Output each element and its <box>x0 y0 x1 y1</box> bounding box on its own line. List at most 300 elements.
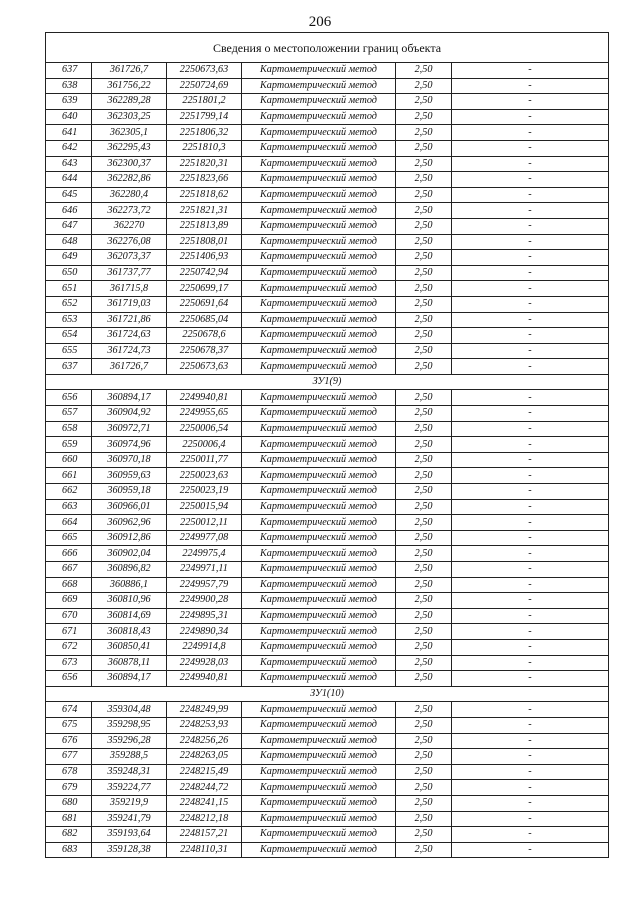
table-row <box>46 421 609 437</box>
description-cell: - <box>452 655 609 671</box>
point-number-cell: 637 <box>46 359 92 375</box>
table-row <box>46 484 609 500</box>
x-coordinate-cell: 360850,41 <box>92 639 167 655</box>
accuracy-cell: 2,50 <box>396 624 452 640</box>
y-coordinate-cell: 2249940,81 <box>167 671 242 687</box>
accuracy-cell: 2,50 <box>396 140 452 156</box>
table-row <box>46 515 609 531</box>
x-coordinate-cell: 360886,1 <box>92 577 167 593</box>
table-row <box>46 842 609 858</box>
table-row <box>46 343 609 359</box>
x-coordinate-cell: 360818,43 <box>92 624 167 640</box>
x-coordinate-cell: 360896,82 <box>92 562 167 578</box>
x-coordinate-cell: 362276,08 <box>92 234 167 250</box>
table-row <box>46 624 609 640</box>
accuracy-cell: 2,50 <box>396 421 452 437</box>
description-cell: - <box>452 577 609 593</box>
y-coordinate-cell: 2250691,64 <box>167 296 242 312</box>
y-coordinate-cell: 2250023,63 <box>167 468 242 484</box>
point-number-cell: 659 <box>46 437 92 453</box>
y-coordinate-cell: 2251808,01 <box>167 234 242 250</box>
description-cell: - <box>452 499 609 515</box>
accuracy-cell: 2,50 <box>396 780 452 796</box>
table-row <box>46 546 609 562</box>
table-row <box>46 312 609 328</box>
x-coordinate-cell: 361756,22 <box>92 78 167 94</box>
accuracy-cell: 2,50 <box>396 94 452 110</box>
accuracy-cell: 2,50 <box>396 218 452 234</box>
description-cell: - <box>452 140 609 156</box>
table-row <box>46 562 609 578</box>
y-coordinate-cell: 2249890,34 <box>167 624 242 640</box>
description-cell: - <box>452 795 609 811</box>
table-row <box>46 328 609 344</box>
point-number-cell: 643 <box>46 156 92 172</box>
y-coordinate-cell: 2248256,26 <box>167 733 242 749</box>
x-coordinate-cell: 360814,69 <box>92 608 167 624</box>
point-number-cell: 656 <box>46 390 92 406</box>
table-row <box>46 218 609 234</box>
y-coordinate-cell: 2249895,31 <box>167 608 242 624</box>
description-cell: - <box>452 733 609 749</box>
table-row <box>46 827 609 843</box>
point-number-cell: 666 <box>46 546 92 562</box>
point-number-cell: 647 <box>46 218 92 234</box>
method-cell: Картометрический метод <box>242 281 396 297</box>
point-number-cell: 648 <box>46 234 92 250</box>
accuracy-cell: 2,50 <box>396 484 452 500</box>
y-coordinate-cell: 2249977,08 <box>167 530 242 546</box>
point-number-cell: 664 <box>46 515 92 531</box>
description-cell: - <box>452 265 609 281</box>
accuracy-cell: 2,50 <box>396 733 452 749</box>
accuracy-cell: 2,50 <box>396 717 452 733</box>
method-cell: Картометрический метод <box>242 842 396 858</box>
accuracy-cell: 2,50 <box>396 296 452 312</box>
accuracy-cell: 2,50 <box>396 250 452 266</box>
description-cell: - <box>452 218 609 234</box>
y-coordinate-cell: 2250685,04 <box>167 312 242 328</box>
table-row <box>46 749 609 765</box>
point-number-cell: 671 <box>46 624 92 640</box>
x-coordinate-cell: 361726,7 <box>92 63 167 79</box>
description-cell: - <box>452 717 609 733</box>
method-cell: Картометрический метод <box>242 390 396 406</box>
accuracy-cell: 2,50 <box>396 187 452 203</box>
description-cell: - <box>452 624 609 640</box>
accuracy-cell: 2,50 <box>396 702 452 718</box>
x-coordinate-cell: 360970,18 <box>92 452 167 468</box>
accuracy-cell: 2,50 <box>396 328 452 344</box>
point-number-cell: 645 <box>46 187 92 203</box>
point-number-cell: 679 <box>46 780 92 796</box>
x-coordinate-cell: 360966,01 <box>92 499 167 515</box>
table-row <box>46 733 609 749</box>
y-coordinate-cell: 2250678,37 <box>167 343 242 359</box>
point-number-cell: 681 <box>46 811 92 827</box>
section-label: ЗУ1(9) <box>46 374 609 390</box>
x-coordinate-cell: 359219,9 <box>92 795 167 811</box>
y-coordinate-cell: 2251823,66 <box>167 172 242 188</box>
description-cell: - <box>452 639 609 655</box>
accuracy-cell: 2,50 <box>396 343 452 359</box>
description-cell: - <box>452 343 609 359</box>
description-cell: - <box>452 234 609 250</box>
description-cell: - <box>452 359 609 375</box>
point-number-cell: 673 <box>46 655 92 671</box>
point-number-cell: 642 <box>46 140 92 156</box>
y-coordinate-cell: 2248253,93 <box>167 717 242 733</box>
point-number-cell: 665 <box>46 530 92 546</box>
table-row <box>46 406 609 422</box>
table-row <box>46 530 609 546</box>
y-coordinate-cell: 2250673,63 <box>167 359 242 375</box>
table-row <box>46 811 609 827</box>
y-coordinate-cell: 2249955,65 <box>167 406 242 422</box>
table-row <box>46 63 609 79</box>
y-coordinate-cell: 2251821,31 <box>167 203 242 219</box>
table-row <box>46 671 609 687</box>
point-number-cell: 670 <box>46 608 92 624</box>
method-cell: Картометрический метод <box>242 343 396 359</box>
method-cell: Картометрический метод <box>242 125 396 141</box>
table-row <box>46 795 609 811</box>
point-number-cell: 677 <box>46 749 92 765</box>
x-coordinate-cell: 359241,79 <box>92 811 167 827</box>
accuracy-cell: 2,50 <box>396 827 452 843</box>
description-cell: - <box>452 764 609 780</box>
description-cell: - <box>452 421 609 437</box>
x-coordinate-cell: 359224,77 <box>92 780 167 796</box>
accuracy-cell: 2,50 <box>396 608 452 624</box>
description-cell: - <box>452 452 609 468</box>
y-coordinate-cell: 2250673,63 <box>167 63 242 79</box>
method-cell: Картометрический метод <box>242 795 396 811</box>
description-cell: - <box>452 172 609 188</box>
table-row <box>46 577 609 593</box>
x-coordinate-cell: 361737,77 <box>92 265 167 281</box>
method-cell: Картометрический метод <box>242 406 396 422</box>
description-cell: - <box>452 406 609 422</box>
description-cell: - <box>452 187 609 203</box>
accuracy-cell: 2,50 <box>396 639 452 655</box>
accuracy-cell: 2,50 <box>396 795 452 811</box>
table-row <box>46 78 609 94</box>
x-coordinate-cell: 360959,18 <box>92 484 167 500</box>
y-coordinate-cell: 2251801,2 <box>167 94 242 110</box>
y-coordinate-cell: 2249957,79 <box>167 577 242 593</box>
table-row <box>46 281 609 297</box>
y-coordinate-cell: 2248215,49 <box>167 764 242 780</box>
table-row <box>46 140 609 156</box>
accuracy-cell: 2,50 <box>396 203 452 219</box>
description-cell: - <box>452 281 609 297</box>
point-number-cell: 661 <box>46 468 92 484</box>
method-cell: Картометрический метод <box>242 702 396 718</box>
accuracy-cell: 2,50 <box>396 655 452 671</box>
point-number-cell: 658 <box>46 421 92 437</box>
description-cell: - <box>452 515 609 531</box>
y-coordinate-cell: 2248110,31 <box>167 842 242 858</box>
description-cell: - <box>452 78 609 94</box>
section-label: ЗУ1(10) <box>46 686 609 702</box>
method-cell: Картометрический метод <box>242 109 396 125</box>
y-coordinate-cell: 2251818,62 <box>167 187 242 203</box>
method-cell: Картометрический метод <box>242 312 396 328</box>
table-row <box>46 94 609 110</box>
x-coordinate-cell: 362280,4 <box>92 187 167 203</box>
y-coordinate-cell: 2250678,6 <box>167 328 242 344</box>
x-coordinate-cell: 362303,25 <box>92 109 167 125</box>
description-cell: - <box>452 125 609 141</box>
method-cell: Картометрический метод <box>242 780 396 796</box>
method-cell: Картометрический метод <box>242 749 396 765</box>
accuracy-cell: 2,50 <box>396 109 452 125</box>
point-number-cell: 655 <box>46 343 92 359</box>
table-row <box>46 234 609 250</box>
table-title-row <box>46 33 609 63</box>
x-coordinate-cell: 362282,86 <box>92 172 167 188</box>
y-coordinate-cell: 2250699,17 <box>167 281 242 297</box>
x-coordinate-cell: 361724,73 <box>92 343 167 359</box>
table-row <box>46 499 609 515</box>
point-number-cell: 683 <box>46 842 92 858</box>
method-cell: Картометрический метод <box>242 484 396 500</box>
accuracy-cell: 2,50 <box>396 452 452 468</box>
accuracy-cell: 2,50 <box>396 265 452 281</box>
table-row <box>46 250 609 266</box>
point-number-cell: 653 <box>46 312 92 328</box>
method-cell: Картометрический метод <box>242 546 396 562</box>
table-row <box>46 717 609 733</box>
accuracy-cell: 2,50 <box>396 312 452 328</box>
section-header-row <box>46 374 609 390</box>
x-coordinate-cell: 361715,8 <box>92 281 167 297</box>
section-header-row <box>46 686 609 702</box>
table-row <box>46 296 609 312</box>
x-coordinate-cell: 360878,11 <box>92 655 167 671</box>
description-cell: - <box>452 749 609 765</box>
x-coordinate-cell: 361726,7 <box>92 359 167 375</box>
x-coordinate-cell: 361719,03 <box>92 296 167 312</box>
y-coordinate-cell: 2251820,31 <box>167 156 242 172</box>
table-row <box>46 187 609 203</box>
table-row <box>46 359 609 375</box>
x-coordinate-cell: 360894,17 <box>92 390 167 406</box>
method-cell: Картометрический метод <box>242 265 396 281</box>
y-coordinate-cell: 2250023,19 <box>167 484 242 500</box>
accuracy-cell: 2,50 <box>396 281 452 297</box>
description-cell: - <box>452 156 609 172</box>
x-coordinate-cell: 359288,5 <box>92 749 167 765</box>
accuracy-cell: 2,50 <box>396 515 452 531</box>
point-number-cell: 660 <box>46 452 92 468</box>
point-number-cell: 682 <box>46 827 92 843</box>
x-coordinate-cell: 360974,96 <box>92 437 167 453</box>
description-cell: - <box>452 702 609 718</box>
accuracy-cell: 2,50 <box>396 593 452 609</box>
point-number-cell: 652 <box>46 296 92 312</box>
method-cell: Картометрический метод <box>242 94 396 110</box>
page-number: 206 <box>308 14 332 30</box>
description-cell: - <box>452 593 609 609</box>
table-row <box>46 593 609 609</box>
point-number-cell: 640 <box>46 109 92 125</box>
y-coordinate-cell: 2248263,05 <box>167 749 242 765</box>
table-body <box>46 33 609 858</box>
x-coordinate-cell: 359296,28 <box>92 733 167 749</box>
method-cell: Картометрический метод <box>242 296 396 312</box>
y-coordinate-cell: 2251406,93 <box>167 250 242 266</box>
accuracy-cell: 2,50 <box>396 234 452 250</box>
method-cell: Картометрический метод <box>242 250 396 266</box>
y-coordinate-cell: 2251813,89 <box>167 218 242 234</box>
y-coordinate-cell: 2248244,72 <box>167 780 242 796</box>
method-cell: Картометрический метод <box>242 140 396 156</box>
x-coordinate-cell: 360894,17 <box>92 671 167 687</box>
point-number-cell: 637 <box>46 63 92 79</box>
table-row <box>46 437 609 453</box>
table-row <box>46 172 609 188</box>
point-number-cell: 654 <box>46 328 92 344</box>
method-cell: Картометрический метод <box>242 562 396 578</box>
y-coordinate-cell: 2251810,3 <box>167 140 242 156</box>
description-cell: - <box>452 94 609 110</box>
table-row <box>46 125 609 141</box>
x-coordinate-cell: 360810,96 <box>92 593 167 609</box>
description-cell: - <box>452 390 609 406</box>
y-coordinate-cell: 2250011,77 <box>167 452 242 468</box>
accuracy-cell: 2,50 <box>396 546 452 562</box>
method-cell: Картометрический метод <box>242 515 396 531</box>
accuracy-cell: 2,50 <box>396 811 452 827</box>
method-cell: Картометрический метод <box>242 530 396 546</box>
y-coordinate-cell: 2249940,81 <box>167 390 242 406</box>
accuracy-cell: 2,50 <box>396 78 452 94</box>
accuracy-cell: 2,50 <box>396 499 452 515</box>
description-cell: - <box>452 250 609 266</box>
table-row <box>46 780 609 796</box>
description-cell: - <box>452 63 609 79</box>
description-cell: - <box>452 468 609 484</box>
description-cell: - <box>452 484 609 500</box>
accuracy-cell: 2,50 <box>396 562 452 578</box>
x-coordinate-cell: 361721,86 <box>92 312 167 328</box>
x-coordinate-cell: 359128,38 <box>92 842 167 858</box>
x-coordinate-cell: 362305,1 <box>92 125 167 141</box>
description-cell: - <box>452 312 609 328</box>
description-cell: - <box>452 671 609 687</box>
accuracy-cell: 2,50 <box>396 437 452 453</box>
accuracy-cell: 2,50 <box>396 842 452 858</box>
x-coordinate-cell: 359193,64 <box>92 827 167 843</box>
method-cell: Картометрический метод <box>242 733 396 749</box>
point-number-cell: 646 <box>46 203 92 219</box>
method-cell: Картометрический метод <box>242 717 396 733</box>
table-row <box>46 390 609 406</box>
point-number-cell: 649 <box>46 250 92 266</box>
y-coordinate-cell: 2249971,11 <box>167 562 242 578</box>
method-cell: Картометрический метод <box>242 203 396 219</box>
table-row <box>46 608 609 624</box>
x-coordinate-cell: 362073,37 <box>92 250 167 266</box>
y-coordinate-cell: 2249914,8 <box>167 639 242 655</box>
accuracy-cell: 2,50 <box>396 671 452 687</box>
point-number-cell: 639 <box>46 94 92 110</box>
method-cell: Картометрический метод <box>242 63 396 79</box>
accuracy-cell: 2,50 <box>396 468 452 484</box>
x-coordinate-cell: 360902,04 <box>92 546 167 562</box>
method-cell: Картометрический метод <box>242 78 396 94</box>
table-title: Сведения о местоположении границ объекта <box>46 33 609 63</box>
table-row <box>46 452 609 468</box>
x-coordinate-cell: 360962,96 <box>92 515 167 531</box>
description-cell: - <box>452 203 609 219</box>
description-cell: - <box>452 780 609 796</box>
x-coordinate-cell: 359298,95 <box>92 717 167 733</box>
description-cell: - <box>452 530 609 546</box>
table-row <box>46 655 609 671</box>
x-coordinate-cell: 362289,28 <box>92 94 167 110</box>
table-row <box>46 764 609 780</box>
description-cell: - <box>452 827 609 843</box>
point-number-cell: 668 <box>46 577 92 593</box>
y-coordinate-cell: 2250724,69 <box>167 78 242 94</box>
method-cell: Картометрический метод <box>242 452 396 468</box>
x-coordinate-cell: 360972,71 <box>92 421 167 437</box>
method-cell: Картометрический метод <box>242 328 396 344</box>
accuracy-cell: 2,50 <box>396 359 452 375</box>
y-coordinate-cell: 2250006,4 <box>167 437 242 453</box>
description-cell: - <box>452 109 609 125</box>
point-number-cell: 656 <box>46 671 92 687</box>
method-cell: Картометрический метод <box>242 764 396 780</box>
description-cell: - <box>452 608 609 624</box>
method-cell: Картометрический метод <box>242 827 396 843</box>
method-cell: Картометрический метод <box>242 437 396 453</box>
y-coordinate-cell: 2248249,99 <box>167 702 242 718</box>
point-number-cell: 663 <box>46 499 92 515</box>
point-number-cell: 651 <box>46 281 92 297</box>
method-cell: Картометрический метод <box>242 671 396 687</box>
y-coordinate-cell: 2249900,28 <box>167 593 242 609</box>
accuracy-cell: 2,50 <box>396 577 452 593</box>
y-coordinate-cell: 2248212,18 <box>167 811 242 827</box>
accuracy-cell: 2,50 <box>396 530 452 546</box>
description-cell: - <box>452 562 609 578</box>
description-cell: - <box>452 811 609 827</box>
y-coordinate-cell: 2251799,14 <box>167 109 242 125</box>
y-coordinate-cell: 2249928,03 <box>167 655 242 671</box>
accuracy-cell: 2,50 <box>396 764 452 780</box>
accuracy-cell: 2,50 <box>396 749 452 765</box>
accuracy-cell: 2,50 <box>396 63 452 79</box>
table-row <box>46 639 609 655</box>
accuracy-cell: 2,50 <box>396 406 452 422</box>
method-cell: Картометрический метод <box>242 218 396 234</box>
accuracy-cell: 2,50 <box>396 156 452 172</box>
method-cell: Картометрический метод <box>242 577 396 593</box>
method-cell: Картометрический метод <box>242 655 396 671</box>
y-coordinate-cell: 2250012,11 <box>167 515 242 531</box>
method-cell: Картометрический метод <box>242 421 396 437</box>
y-coordinate-cell: 2249975,4 <box>167 546 242 562</box>
y-coordinate-cell: 2250015,94 <box>167 499 242 515</box>
table-row <box>46 468 609 484</box>
point-number-cell: 650 <box>46 265 92 281</box>
y-coordinate-cell: 2250006,54 <box>167 421 242 437</box>
y-coordinate-cell: 2251806,32 <box>167 125 242 141</box>
